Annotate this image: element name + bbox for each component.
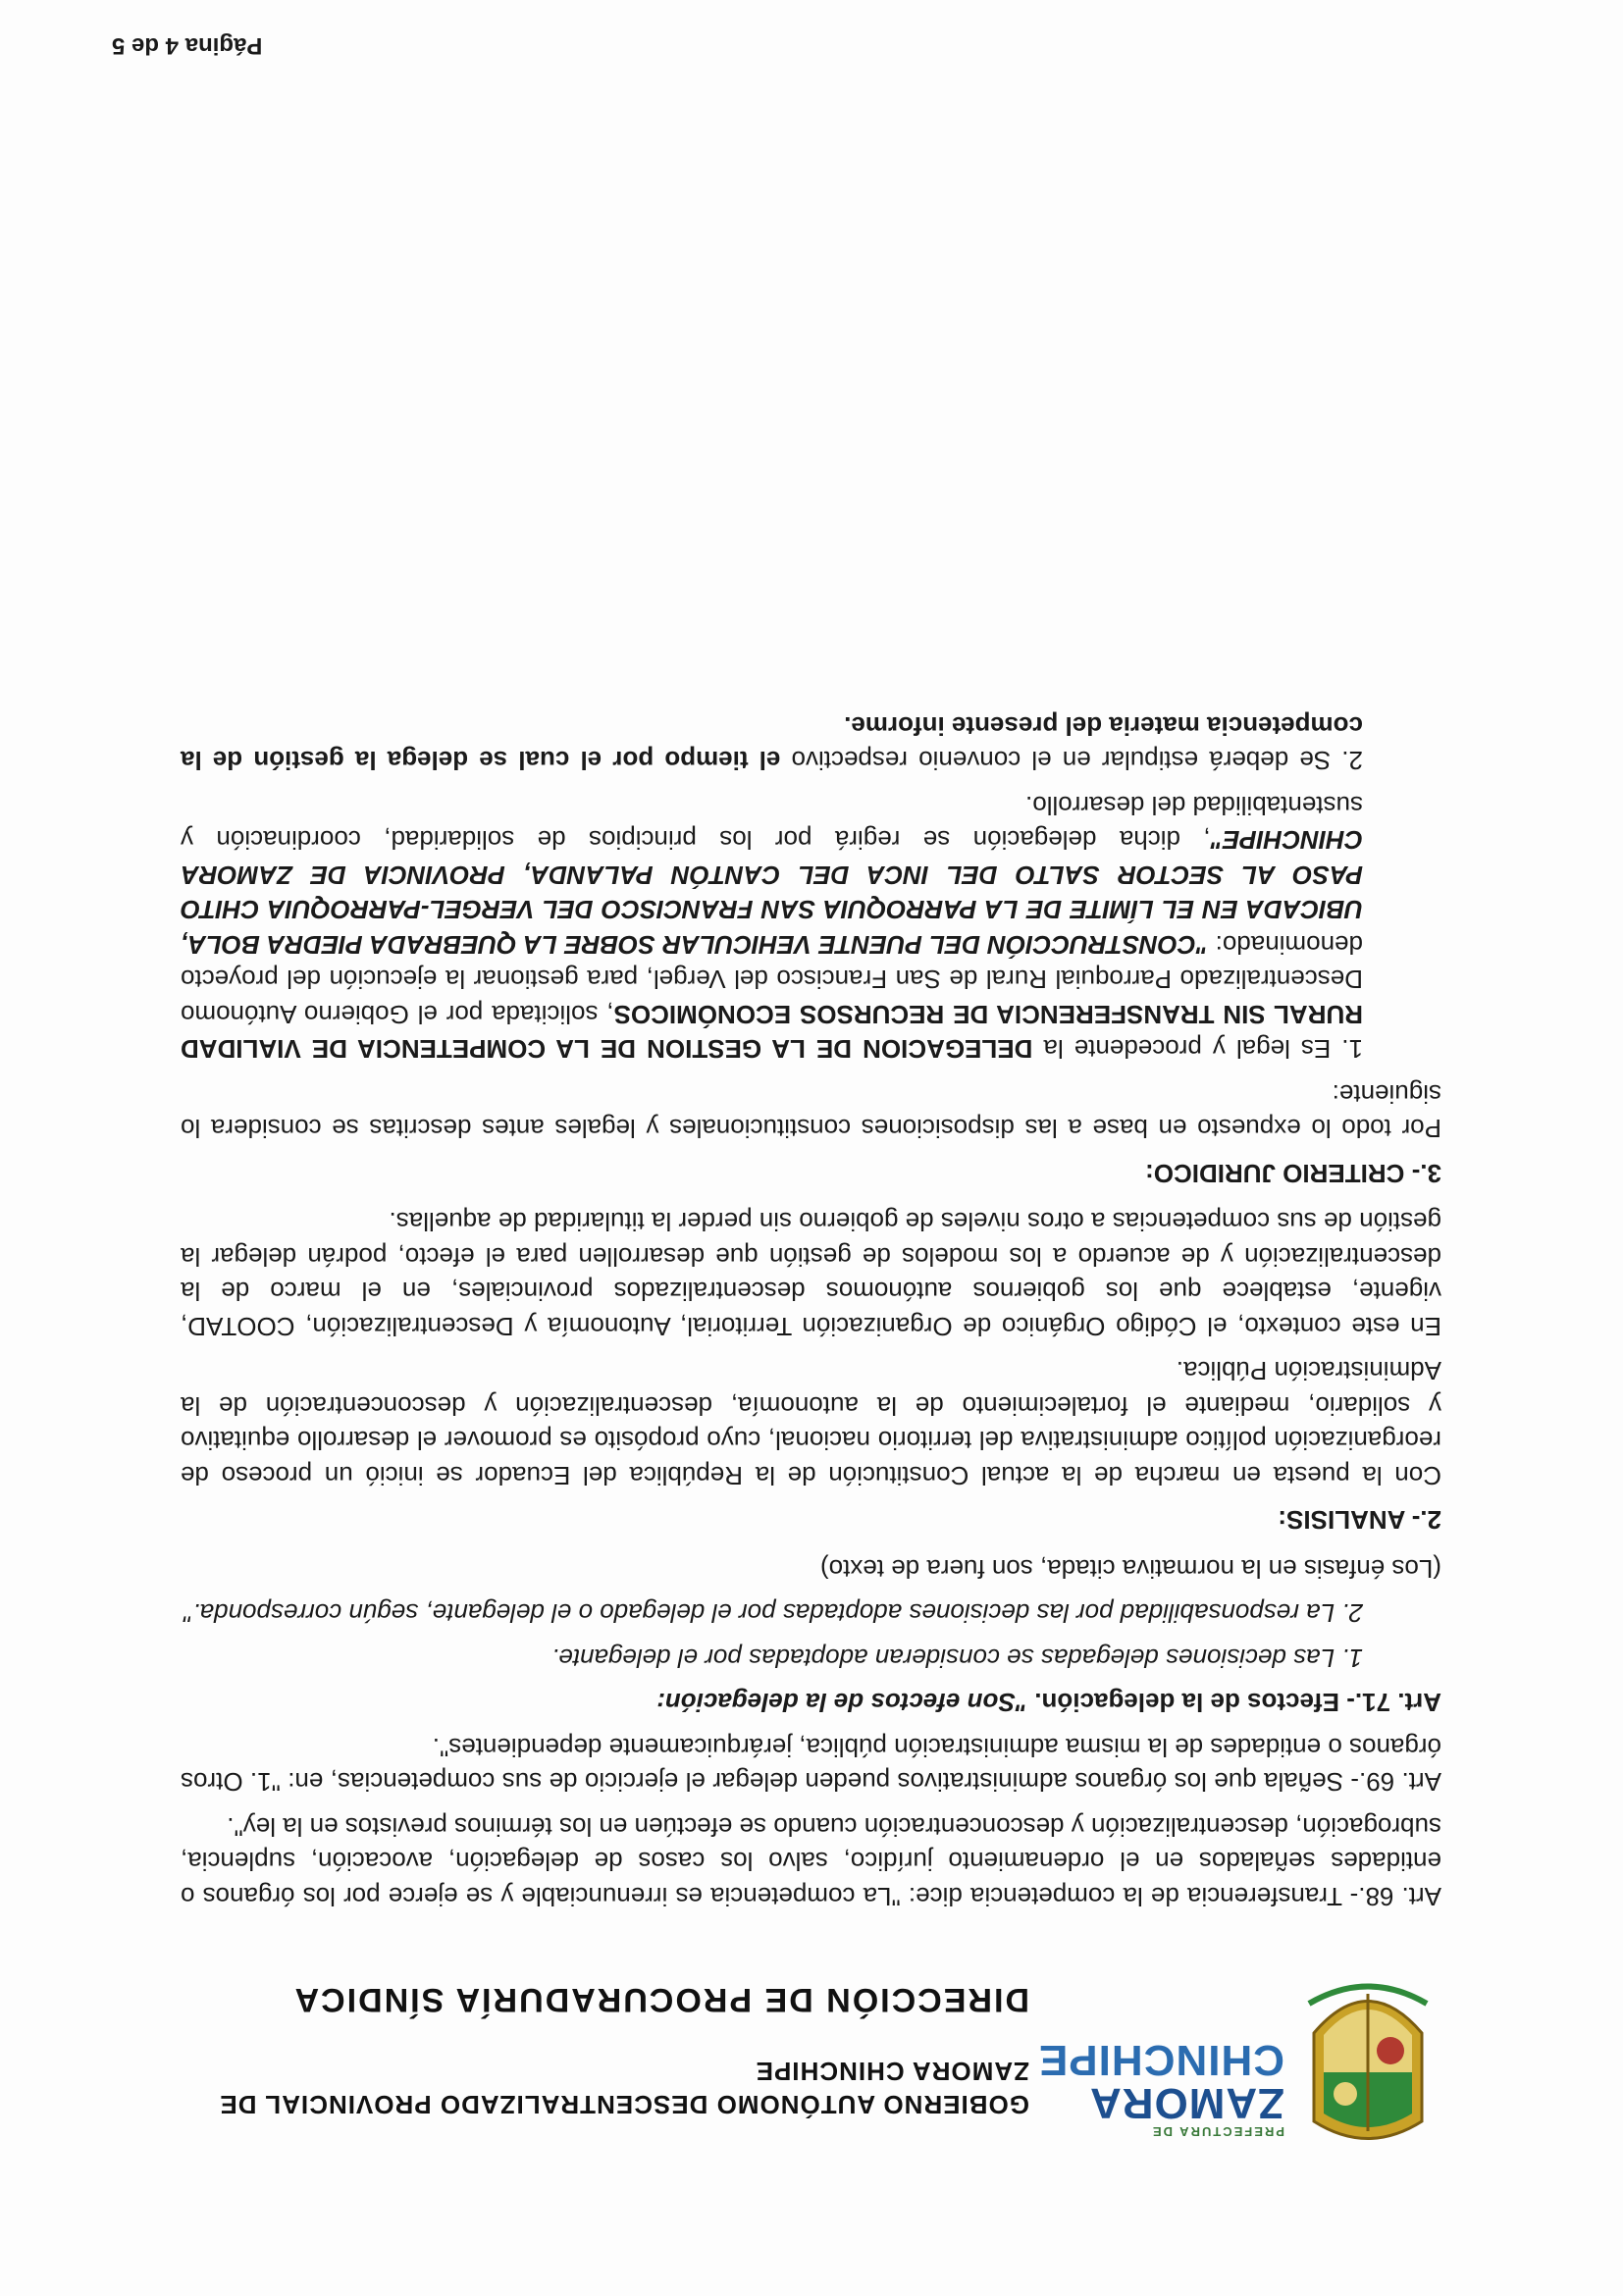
art-71-item-1: 1. Las decisiones delegadas se consideran adoptadas por el delegante.: [551, 1644, 1363, 1673]
criterio-1-lead: 1. Es legal y procedente la: [1032, 1034, 1363, 1065]
criterio-1-middle: , solicitada por el Gobierno Autónomo Descentralizado Parroquial Rural de San Francisco del Vergel, para gestionar la ejecución del proyecto denominado:: [181, 930, 1363, 1029]
criterio-1-project-name: "CONSTRUCCIÓN DEL PUENTE VEHICULAR SOBRE LA QUEBRADA PIEDRA BOLA, UBICADA EN EL LÍMITE DE LA PARROQUIA SAN FRANCISCO DEL VERGEL-PARROQUIA CHITO PASO AL SECTOR SALTO DEL INCA DEL CANTÓN PALANDA, PROVINCIA DE ZAMORA CHINCHIPE": [180, 825, 1363, 960]
government-title: GOBIERNO AUTÓNOMO DESCENTRALIZADO PROVINCIAL DE ZAMORA CHINCHIPE: [219, 2057, 1029, 2119]
art-71-quote: "Son efectos de la delegación:: [656, 1688, 1028, 1718]
logo-prefix: PREFECTURA DE: [1150, 2124, 1284, 2139]
section-3-title: 3.- CRITERIO JURIDICO:: [1145, 1159, 1441, 1188]
art-71-lead: Art. 71.- Efectos de la delegación.: [1034, 1688, 1441, 1718]
art-71-paragraph: [181, 1685, 1441, 1720]
department-title: DIRECCIÓN DE PROCURADURÍA SÍNDICA: [292, 1981, 1029, 2018]
analysis-paragraph-2: En este contexto, el Código Orgánico de Organización Territorial, Autonomía y Descentralización, COOTAD, vigente, establece que los gobiernos autónomos descentralizados provinciales, en el marco de la descentralización y de acuerdo a los modelos de gestión que desarrollen para el efecto, podrán delegar la gestión de sus competencias a otros niveles de gobierno sin perder la titularidad de aquellas.: [181, 1207, 1441, 1341]
criterio-2-bold: el tiempo por el cual se delega la gestión de la competencia materia del presente informe.: [181, 711, 1363, 776]
analysis-paragraph-1: Con la puesta en marcha de la actual Constitución de la República del Ecuador se inició un proceso de reorganización político administrativa del territorio nacional, cuyo propósito es promover el desarrollo equitativo y solidario, mediante el fortalecimiento de la autonomía, descentralización y desconcentración de la Administración Pública.: [181, 1356, 1441, 1490]
prefecture-logo: [1039, 2038, 1284, 2139]
criterio-2-lead: 2. Se deberá estipular en el convenio respectivo: [780, 746, 1363, 776]
criterio-intro: Por todo lo expuesto en base a las disposiciones constitucionales y legales antes descritas se considera lo siguiente:: [181, 1079, 1441, 1144]
emphasis-note: (Los énfasis en la normativa citada, son fuera de texto): [819, 1554, 1441, 1584]
provincial-crest-icon: [1294, 1964, 1441, 2151]
page-number: Página 4 de 5: [112, 32, 263, 59]
section-2-title: 2.- ANALISIS:: [1278, 1505, 1441, 1536]
art-69-paragraph: Art. 69.- Señala que los órganos administrativos pueden delegar el ejercicio de sus competencias, en: "1. Otros órganos o entidades de la misma administración pública, jerárquicamente dependientes".: [181, 1733, 1441, 1798]
art-68-paragraph: Art. 68.- Transferencia de la competencia dice: "La competencia es irrenunciable y se ejerce por los órganos o entidades señalados en el ordenamiento jurídico, salvo los casos de delegación, avocación, suplencia, subrogación, descentralización y desconcentración cuando se efectúen en los términos previstos en la ley".: [181, 1812, 1441, 1911]
criterio-1-tail: , dicha delegación se regirá por los principios de solidaridad, coordinación y sustentabilidad del desarrollo.: [181, 791, 1363, 856]
art-71-item-2: 2. La responsabilidad por las decisiones adoptadas por el delegado o el delegante, según corresponda.": [183, 1598, 1363, 1629]
criterio-item-1: [181, 788, 1363, 1067]
criterio-item-2: [181, 708, 1363, 778]
logo-line-2: CHINCHIPE: [1037, 2036, 1284, 2084]
document-header: [166, 1955, 1441, 2151]
document-body: [181, 699, 1441, 1914]
criterio-1-delegation: DELEGACION DE LA GESTION DE LA COMPETENCIA DE VIALIDAD RURAL SIN TRANSFERENCIA DE RECURSOS ECONÓMICOS: [181, 1000, 1363, 1065]
logo-line-1: ZAMORA: [1088, 2079, 1284, 2127]
